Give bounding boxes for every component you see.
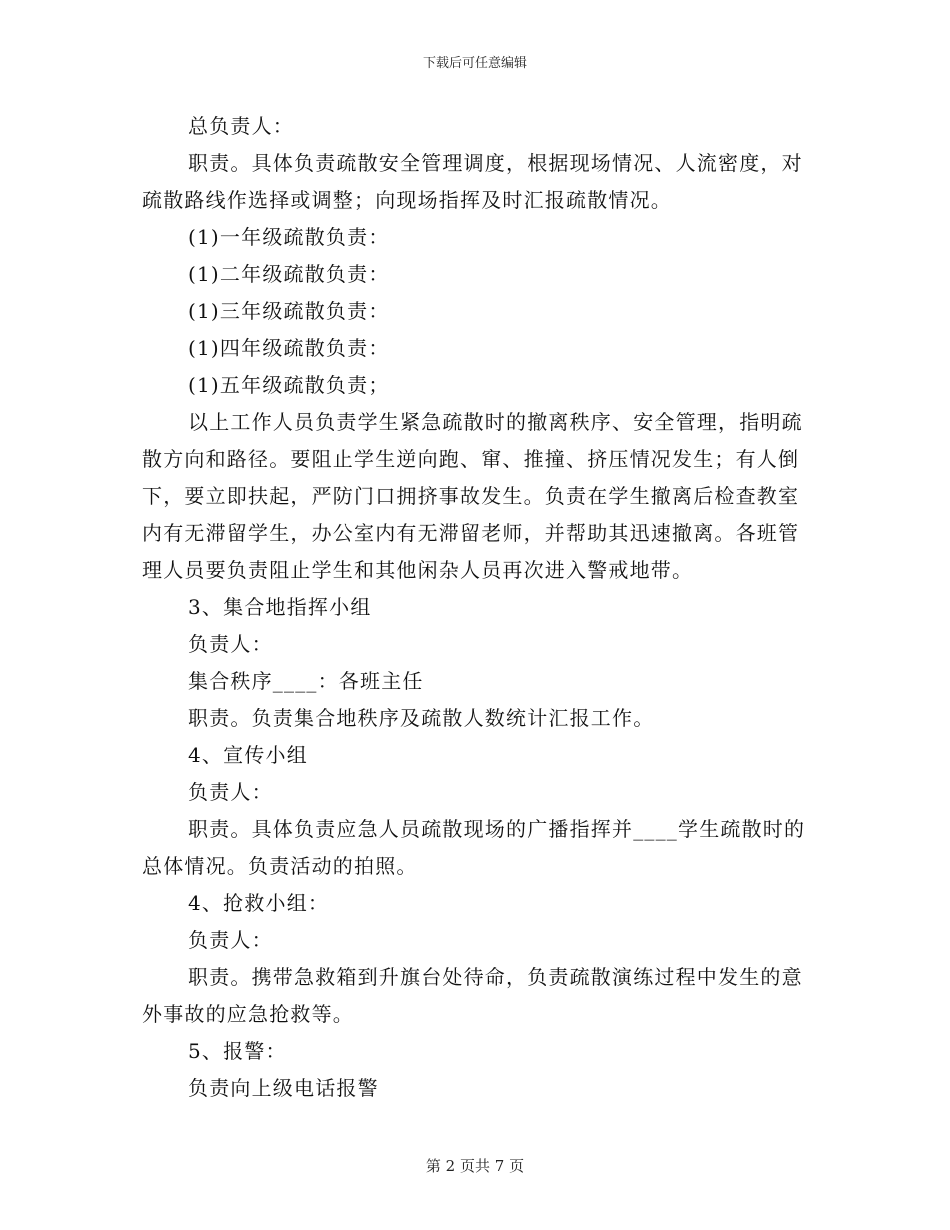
paragraph: 负责人： [188,780,273,804]
paragraph: (1)四年级疏散负责： [188,336,390,360]
paragraph: 职责。具体负责疏散安全管理调度，根据现场情况、人流密度，对疏散路线作选择或调整；向现场指挥及时汇报疏散情况。 [142,151,803,212]
paragraph: 负责向上级电话报警 [188,1076,379,1100]
paragraph: 职责。携带急救箱到升旗台处待命，负责疏散演练过程中发生的意外事故的应急抢救等。 [142,965,803,1026]
section-heading: 5、报警： [188,1039,287,1063]
paragraph: (1)五年级疏散负责； [188,373,390,397]
paragraph: (1)三年级疏散负责： [188,299,390,323]
paragraph: 总负责人： [188,114,294,138]
paragraph: (1)一年级疏散负责： [188,225,390,249]
section-heading: 4、宣传小组 [188,743,308,767]
paragraph: 以上工作人员负责学生紧急疏散时的撤离秩序、安全管理，指明疏散方向和路径。要阻止学生逆向跑、窜、推撞、挤压情况发生；有人倒下，要立即扶起，严防门口拥挤事故发生。负责在学生撤离后检查教室内有无滞留学生，办公室内有无滞留老师，并帮助其迅速撤离。各班管理人员要负责阻止学生和其他闲杂人员再次进入警戒地带。 [142,410,803,582]
paragraph: 职责。负责集合地秩序及疏散人数统计汇报工作。 [188,706,655,730]
document-body [142,108,810,1107]
page-header: 下载后可任意编辑 [422,56,527,71]
page-footer: 第 2 页共 7 页 [425,1157,525,1175]
paragraph: (1)二年级疏散负责： [188,262,390,286]
paragraph: 集合秩序____：各班主任 [188,669,424,693]
paragraph: 负责人： [188,928,273,952]
section-heading: 3、集合地指挥小组 [188,595,372,619]
section-heading: 4、抢救小组： [188,891,330,915]
paragraph: 职责。具体负责应急人员疏散现场的广播指挥并____学生疏散时的总体情况。负责活动的拍照。 [142,817,806,878]
paragraph: 负责人： [188,632,273,656]
